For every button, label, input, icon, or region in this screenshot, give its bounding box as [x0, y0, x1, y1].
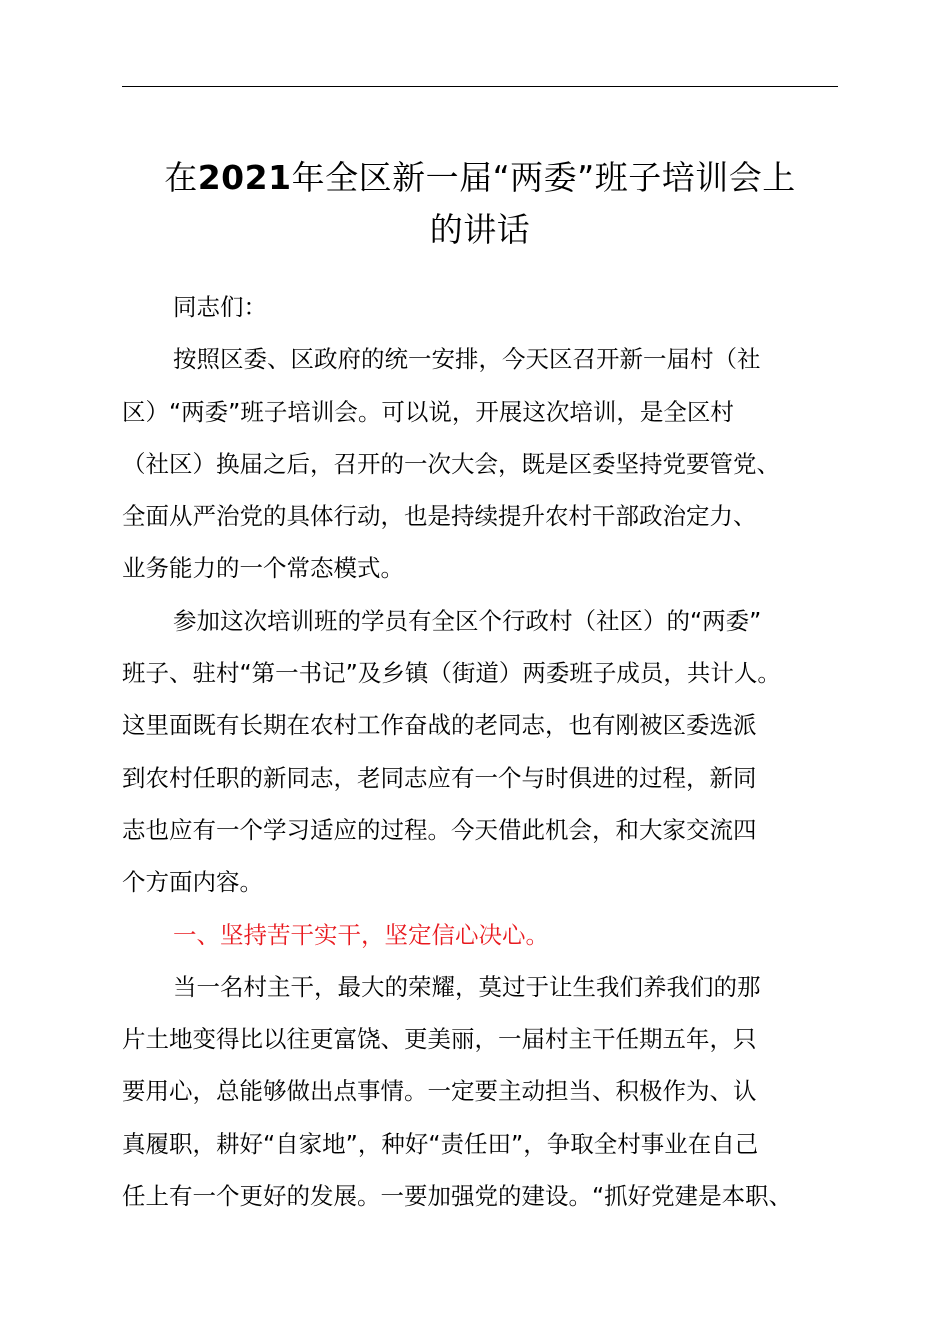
paragraph-line: 要用心，总能够做出点事情。一定要主动担当、积极作为、认 — [122, 1077, 757, 1106]
title-prefix: 在 — [164, 158, 198, 197]
paragraph-line: 到农村任职的新同志，老同志应有一个与时俱进的过程，新同 — [122, 763, 757, 792]
paragraph-line: 任上有一个更好的发展。一要加强党的建设。“抓好党建是本职、 — [122, 1182, 793, 1211]
paragraph-1 — [122, 333, 850, 594]
title-line-2: 的讲话 — [429, 210, 531, 249]
paragraph-line: 片土地变得比以往更富饶、更美丽，一届村主干任期五年，只 — [122, 1025, 757, 1054]
paragraph-2 — [122, 595, 850, 909]
title-suffix: 年全区新一届“两委”班子培训会上 — [291, 158, 796, 197]
header-rule — [122, 86, 838, 87]
paragraph-line: 这里面既有长期在农村工作奋战的老同志，也有刚被区委选派 — [122, 711, 757, 740]
paragraph-line: 班子、驻村“第一书记”及乡镇（街道）两委班子成员，共计人。 — [122, 659, 781, 688]
paragraph-line: 真履职，耕好“自家地”，种好“责任田”，争取全村事业在自己 — [122, 1129, 759, 1158]
paragraph-line: 全面从严治党的具体行动，也是持续提升农村干部政治定力、 — [122, 502, 757, 531]
salutation: 同志们： — [173, 293, 267, 321]
paragraph-line: （社区）换届之后，召开的一次大会，既是区委坚持党要管党、 — [122, 449, 780, 478]
paragraph-line: 个方面内容。 — [122, 868, 263, 897]
paragraph-line: 志也应有一个学习适应的过程。今天借此机会，和大家交流四 — [122, 815, 757, 844]
paragraph-3 — [122, 961, 850, 1222]
section-heading-1: 一、坚持苦干实干，坚定信心决心。 — [173, 920, 549, 949]
document-title — [122, 152, 838, 256]
title-year: 2021 — [197, 158, 292, 197]
paragraph-line: 当一名村主干，最大的荣耀，莫过于让生我们养我们的那 — [173, 972, 761, 1001]
paragraph-line: 业务能力的一个常态模式。 — [122, 554, 404, 583]
paragraph-line: 按照区委、区政府的统一安排，今天区召开新一届村（社 — [173, 345, 761, 374]
paragraph-line: 区）“两委”班子培训会。可以说，开展这次培训，是全区村 — [122, 397, 734, 426]
title-line-1 — [122, 152, 838, 204]
document-body — [122, 281, 850, 1222]
paragraph-line: 参加这次培训班的学员有全区个行政村（社区）的“两委” — [173, 606, 762, 635]
